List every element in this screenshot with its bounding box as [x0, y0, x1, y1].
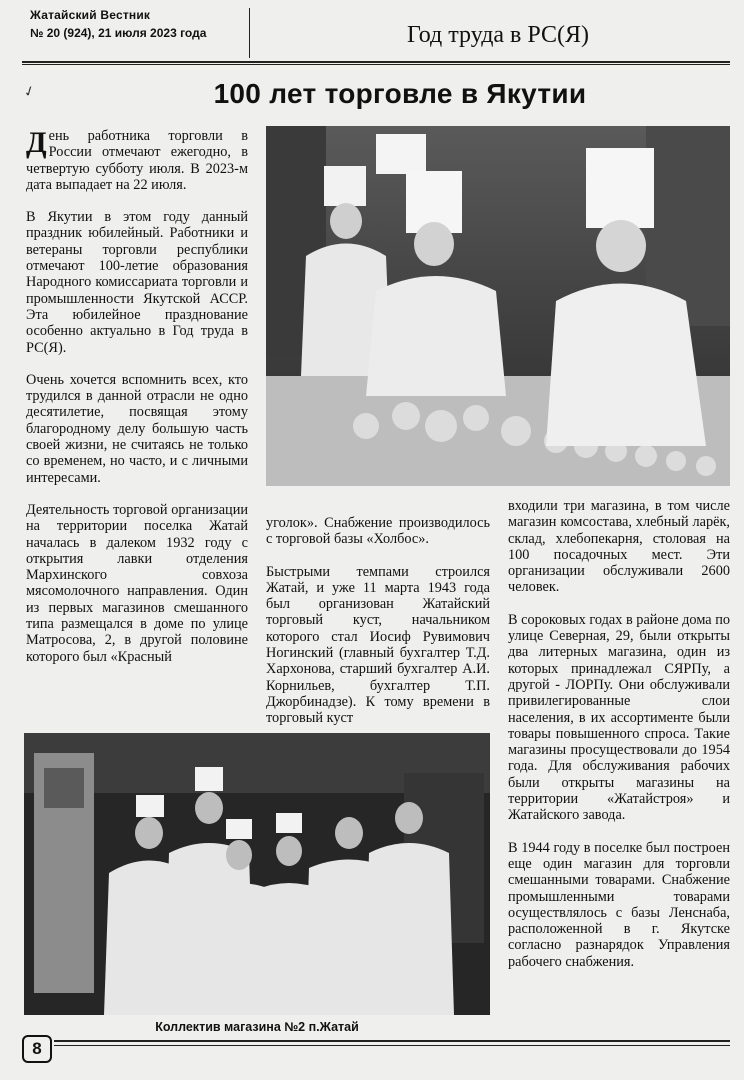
drop-cap: Д: [26, 126, 47, 159]
paragraph: уголок». Снабжение производилось с торговой базы «Холбос».: [266, 515, 490, 548]
photo-saleswomen-icon: [266, 126, 730, 486]
footer-rule: [54, 1040, 730, 1042]
header-rule: [22, 61, 730, 63]
header-divider: [249, 8, 250, 58]
article-column-1: [26, 128, 248, 681]
paragraph: входили три магазина, в том числе магазин комсостава, хлебный ларёк, склад, хлебопекарня, столовая на 100 посадочных мест. Эти организации обслуживали 2600 человек.: [508, 498, 730, 596]
paragraph: В Якутии в этом году данный праздник юбилейный. Работники и ветераны торговли республики отмечают 100-летие образования Народного комиссариата торговли и промышленности Якутской АССР. Эта юбилейное празднование особенно актуально в Год труда в РС(Я).: [26, 209, 248, 356]
paragraph: Быстрыми темпами строился Жатай, и уже 11 марта 1943 года был организован Жатайский торговый куст, начальником которого стал Иосиф Рувимович Ногинский (главный бухгалтер Т.Д. Хархонова, старший бухгалтер А.И. Корнильев, бухгалтер Т.П. Джорбинадзе). К тому времени в торговый куст: [266, 563, 490, 727]
article-column-2: [266, 515, 490, 743]
section-title: Год труда в РС(Я): [406, 22, 590, 48]
photo-caption: Коллектив магазина №2 п.Жатай: [155, 1020, 359, 1034]
footer-rule-thin: [54, 1045, 730, 1046]
header-rule-thin: [22, 64, 730, 65]
paper-name: Жатайский Вестник: [30, 8, 151, 22]
paragraph: Очень хочется вспомнить всех, кто трудился в данной отрасли не одно десятилетие, посвящая этому благородному делу большую часть своей жизни, не считаясь не только со временем, но часто, и с личными интересами.: [26, 371, 248, 486]
article-column-3: [508, 498, 730, 986]
photo-shop-staff-icon: [24, 733, 490, 1015]
handwritten-mark: ✓: [21, 83, 38, 102]
paragraph: Деятельность торговой организации на территории поселка Жатай началась в далеком 1932 году с открытия лавки отделения Мархинского совхоза мясомолочного направления. Один из первых магазинов смешанного типа размещался в доме по улице Матросова, 2, в другой половине которого был «Красный: [26, 501, 248, 665]
paragraph: [26, 128, 248, 193]
paragraph: В сороковых годах в районе дома по улице Северная, 29, были открыты два литерных магазина, один из которых принадлежал СЯРПу, а другой - ЛОРПу. Они обслуживали привилегированные слои населения, в их ассортименте были товары повышенного спроса. Такие магазины просуществовали до 1954 года. Для обслуживания рабочих были открыты магазины на территории «Жатайстроя» и Жатайского завода.: [508, 611, 730, 824]
paragraph-text: ень работника торговли в России отмечают ежегодно, в четвертую субботу июля. В 2023-м дата выпадает на 22 июля.: [26, 128, 248, 193]
issue-info: № 20 (924), 21 июля 2023 года: [30, 26, 207, 40]
paragraph: В 1944 году в поселке был построен еще один магазин для торговли смешанными товарами. Снабжение промышленными товарами осуществлялось с базы Ленснаба, расположенной в г. Якутске согласно разнарядок Управления рабочего снабжения.: [508, 839, 730, 970]
article-headline: 100 лет торговле в Якутии: [213, 78, 587, 109]
page-number: 8: [22, 1035, 52, 1063]
